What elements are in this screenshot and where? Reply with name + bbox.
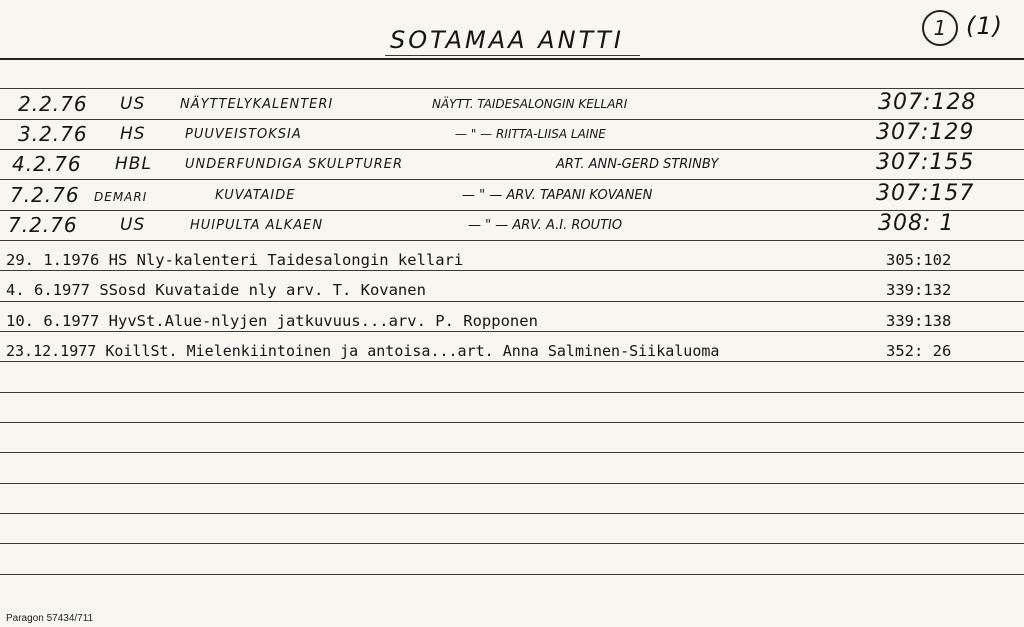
entry-title: HUIPULTA ALKAEN [190,218,324,233]
rule [0,301,1024,302]
typed-entry-text: 23.12.1977 KoillSt. Mielenkiintoinen ja antoisa...art. Anna Salminen-Siikaluoma [6,342,720,360]
entry-title: KUVATAIDE [215,188,296,203]
entry-paper: HS [120,124,146,144]
typed-entry-ref: 305:102 [886,251,952,269]
header-rule [0,58,1024,60]
entry-place: — " — RIITTA-LIISA LAINE [455,127,606,141]
rule [0,452,1024,453]
entry-place: — " — ARV. TAPANI KOVANEN [462,188,653,203]
rule [0,483,1024,484]
card-title: SOTAMAA ANTTI [390,26,624,54]
entry-ref: 308: 1 [878,211,955,236]
entry-paper: DEMARI [94,190,148,204]
entry-paper: HBL [115,154,152,174]
rule [0,574,1024,575]
rule [0,543,1024,544]
entry-ref: 307:155 [876,150,975,175]
card-number-paren: (1) [966,12,1003,40]
rule [0,179,1024,180]
entry-ref: 307:128 [878,90,977,115]
rule [0,422,1024,423]
rule [0,392,1024,393]
rule [0,210,1024,211]
entry-title: UNDERFUNDIGA SKULPTURER [185,157,404,172]
title-underline [385,55,640,56]
rule [0,149,1024,150]
typed-entry-ref: 339:138 [886,312,952,330]
rule [0,119,1024,120]
rule [0,361,1024,362]
entry-date: 3.2.76 [18,122,88,146]
typed-entry-text: 4. 6.1977 SSosd Kuvataide nly arv. T. Kovanen [6,281,426,299]
entry-date: 2.2.76 [18,92,88,116]
typed-entry-text: 29. 1.1976 HS Nly-kalenteri Taidesalongin kellari [6,251,464,269]
entry-place: — " — ARV. A.I. ROUTIO [468,218,623,233]
entry-date: 7.2.76 [8,213,78,237]
entry-ref: 307:157 [876,181,975,206]
typed-entry-ref: 339:132 [886,281,952,299]
rule [0,270,1024,271]
entry-place: NÄYTT. TAIDESALONGIN KELLARI [432,97,628,111]
entry-paper: US [120,94,146,114]
rule [0,88,1024,89]
entry-date: 7.2.76 [10,183,80,207]
entry-ref: 307:129 [876,120,975,145]
rule [0,331,1024,332]
entry-place: ART. ANN-GERD STRINBY [556,157,719,172]
entry-date: 4.2.76 [12,152,82,176]
typed-entry-ref: 352: 26 [886,342,952,360]
entry-paper: US [120,215,146,235]
entry-title: NÄYTTELYKALENTERI [180,97,334,112]
card-number-circled: 1 [922,10,958,46]
entry-title: PUUVEISTOKSIA [185,127,302,142]
rule [0,240,1024,241]
card-footer: Paragon 57434/711 [6,613,94,624]
typed-entry-text: 10. 6.1977 HyvSt.Alue-nlyjen jatkuvuus...arv. P. Ropponen [6,312,538,330]
rule [0,513,1024,514]
